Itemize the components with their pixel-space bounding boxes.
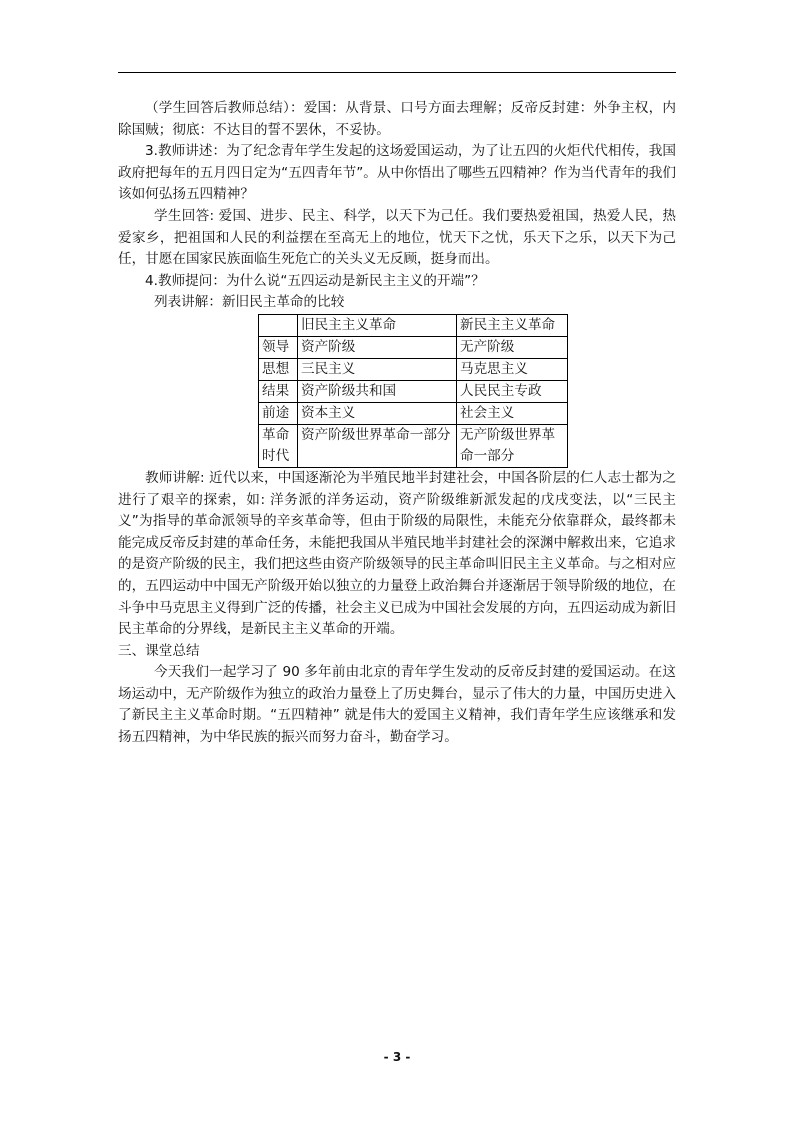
class-summary-paragraph: 今天我们一起学习了 90 多年前由北京的青年学生发动的反帝反封建的爱国运动。在这场运动中，无产阶级作为独立的政治力量登上了历史舞台，显示了伟大的力量，中国历史进入了新民主主义革命时期。“五四精神” 就是伟大的爱国主义精神，我们青年学生应该继承和发扬五四精神，为中华民族的振兴而努力奋斗，勤奋学习。 [118, 664, 676, 746]
table-row [259, 336, 568, 358]
table-cell: 思想 [259, 358, 298, 380]
table-caption: 列表讲解：新旧民主革命的比较 [154, 294, 345, 311]
teacher-summary-paragraph: （学生回答后教师总结）：爱国：从背景、口号方面去理解；反帝反封建：外争主权，内除国贼；彻底：不达目的誓不罢休，不妥协。 [118, 100, 676, 138]
table-cell: 无产阶级世界革命一部分 [457, 424, 568, 467]
table-row [259, 380, 568, 402]
table-row [259, 358, 568, 380]
teacher-narration-paragraph: 3.教师讲述：为了纪念青年学生发起的这场爱国运动，为了让五四的火炬代代相传，我国政府把每年的五月四日定为“五四青年节”。从中你悟出了哪些五四精神？作为当代青年的我们该如何弘扬五四精神？ [118, 143, 676, 203]
section-heading: 三、课堂总结 [118, 642, 200, 659]
table-cell: 人民民主专政 [457, 380, 568, 402]
document-body [118, 98, 676, 749]
teacher-explanation-paragraph: 教师讲解: 近代以来，中国逐渐沦为半殖民地半封建社会，中国各阶层的仁人志士都为之进行了艰辛的探索，如: 洋务派的洋务运动，资产阶级维新派发起的戊戌变法，以“三民主义”为指导的革命派领导的辛亥革命等，但由于阶级的局限性，未能充分依靠群众，最终都未能完成反帝反封建的革命任务，未能把我国从半殖民地半封建社会的深渊中解救出来，它追求的是资产阶级的民主，我们把这些由资产阶级领导的民主革命叫旧民主主义革命。与之相对应的，五四运动中中国无产阶级开始以独立的力量登上政治舞台并逐渐居于领导阶级的地位，在斗争中马克思主义得到广泛的传播，社会主义已成为中国社会发展的方向，五四运动成为新旧民主革命的分界线，是新民主主义革命的开端。 [118, 469, 676, 638]
table-cell: 资产阶级共和国 [298, 380, 457, 402]
student-answer-paragraph: 学生回答: 爱国、进步、民主、科学，以天下为己任。我们要热爱祖国，热爱人民，热爱家乡，把祖国和人民的利益摆在至高无上的地位，忧天下之忧，乐天下之乐，以天下为己任，甘愿在国家民族面临生死危亡的关头义无反顾，挺身而出。 [118, 207, 676, 268]
table-header-row [259, 314, 568, 336]
page-number: - 3 - [383, 1050, 411, 1064]
header-rule [118, 72, 676, 73]
revolution-comparison-table [258, 314, 568, 468]
teacher-question-paragraph: 4.教师提问：为什么说“五四运动是新民主主义的开端”？ [145, 272, 485, 289]
table-row [259, 424, 568, 467]
table-row [259, 402, 568, 424]
table-cell: 社会主义 [457, 402, 568, 424]
table-cell: 领导 [259, 336, 298, 358]
table-cell: 革命时代 [259, 424, 298, 467]
table-header-cell: 旧民主主义革命 [298, 314, 457, 336]
table-header-cell: 新民主主义革命 [457, 314, 568, 336]
table-cell: 前途 [259, 402, 298, 424]
table-header-cell [259, 314, 298, 336]
table-cell: 马克思主义 [457, 358, 568, 380]
table-cell: 资本主义 [298, 402, 457, 424]
table-cell: 三民主义 [298, 358, 457, 380]
table-cell: 资产阶级 [298, 336, 457, 358]
table-cell: 结果 [259, 380, 298, 402]
table-cell: 资产阶级世界革命一部分 [298, 424, 457, 467]
table-cell: 无产阶级 [457, 336, 568, 358]
